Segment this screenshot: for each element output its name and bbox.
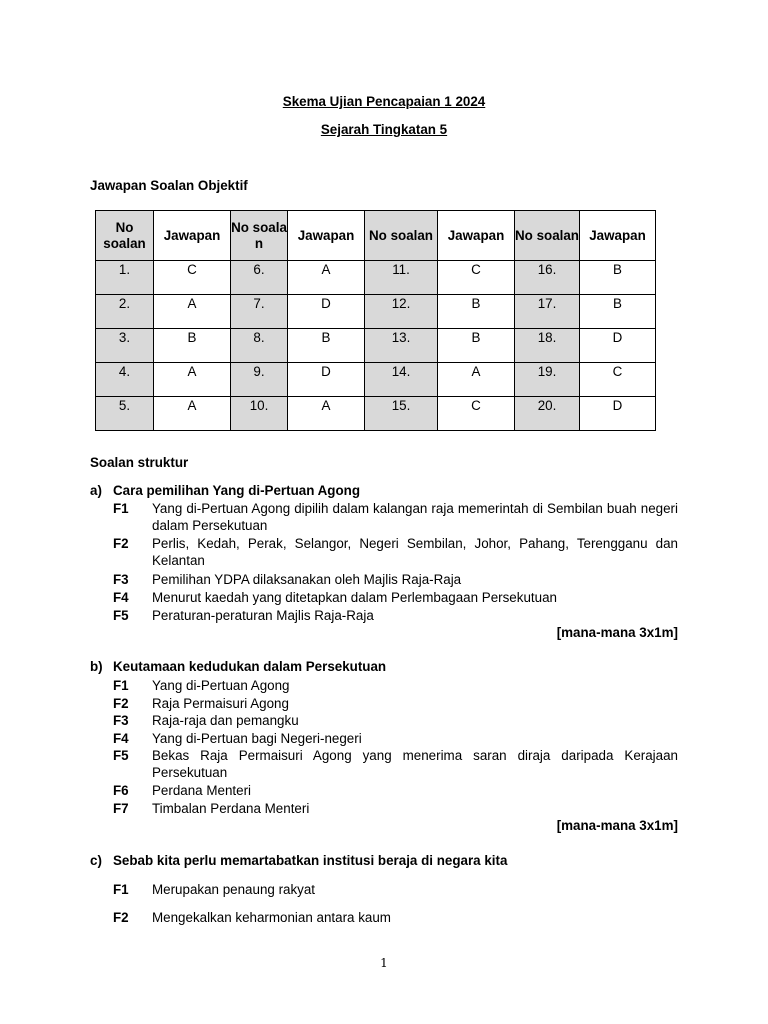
item-code: F5 bbox=[113, 748, 129, 763]
question-number: 2. bbox=[96, 295, 154, 329]
question-text: Sebab kita perlu memartabatkan institusi beraja di negara kita bbox=[113, 853, 508, 868]
item-text: Yang di-Pertuan Agong bbox=[152, 678, 290, 693]
table-row bbox=[96, 397, 656, 431]
item-code: F3 bbox=[113, 713, 129, 728]
structure-heading: Soalan struktur bbox=[90, 455, 189, 470]
answer-cell: C bbox=[580, 363, 656, 397]
item-code: F5 bbox=[113, 608, 129, 623]
question-label: c) bbox=[90, 853, 102, 868]
item-text: Pemilihan YDPA dilaksanakan oleh Majlis Raja-Raja bbox=[152, 572, 462, 587]
item-code: F1 bbox=[113, 501, 129, 516]
item-text: Raja Permaisuri Agong bbox=[152, 696, 289, 711]
question-number: 13. bbox=[365, 329, 438, 363]
col-header-answer: Jawapan bbox=[580, 211, 656, 261]
question-number: 20. bbox=[515, 397, 580, 431]
question-number: 8. bbox=[231, 329, 288, 363]
question-number: 15. bbox=[365, 397, 438, 431]
table-row bbox=[96, 363, 656, 397]
item-text: Menurut kaedah yang ditetapkan dalam Perlembagaan Persekutuan bbox=[152, 590, 557, 605]
item-code: F2 bbox=[113, 696, 129, 711]
item-text: Yang di-Pertuan bagi Negeri-negeri bbox=[152, 731, 362, 746]
item-text: Yang di-Pertuan Agong dipilih dalam kalangan raja memerintah di Sembilan buah negeri dalam Persekutuan bbox=[152, 501, 678, 533]
item-text: Merupakan penaung rakyat bbox=[152, 882, 316, 897]
page-number: 1 bbox=[380, 956, 388, 970]
item-text: Peraturan-peraturan Majlis Raja-Raja bbox=[152, 608, 374, 623]
question-number: 17. bbox=[515, 295, 580, 329]
item-text: Perlis, Kedah, Perak, Selangor, Negeri Sembilan, Johor, Pahang, Terengganu dan Kelantan bbox=[152, 536, 678, 568]
objective-answer-table bbox=[95, 210, 656, 431]
answer-cell: A bbox=[288, 261, 365, 295]
item-text: Timbalan Perdana Menteri bbox=[152, 801, 310, 816]
question-number: 1. bbox=[96, 261, 154, 295]
item-code: F4 bbox=[113, 590, 129, 605]
question-number: 4. bbox=[96, 363, 154, 397]
col-header-answer: Jawapan bbox=[154, 211, 231, 261]
answer-cell: D bbox=[580, 397, 656, 431]
item-text: Bekas Raja Permaisuri Agong yang menerima saran diraja daripada Kerajaan Persekutuan bbox=[152, 748, 678, 780]
table-row bbox=[96, 261, 656, 295]
col-header-answer: Jawapan bbox=[288, 211, 365, 261]
item-text: Raja-raja dan pemangku bbox=[152, 713, 299, 728]
answer-cell: D bbox=[288, 363, 365, 397]
item-code: F6 bbox=[113, 783, 129, 798]
page-title: Skema Ujian Pencapaian 1 2024 bbox=[282, 94, 486, 109]
answer-cell: A bbox=[154, 363, 231, 397]
question-label: a) bbox=[90, 483, 102, 498]
answer-cell: A bbox=[288, 397, 365, 431]
question-number: 12. bbox=[365, 295, 438, 329]
answer-cell: B bbox=[438, 295, 515, 329]
question-text: Cara pemilihan Yang di-Pertuan Agong bbox=[113, 483, 361, 498]
question-number: 11. bbox=[365, 261, 438, 295]
col-header-no: No soalan bbox=[96, 211, 154, 261]
item-code: F2 bbox=[113, 910, 129, 925]
question-number: 3. bbox=[96, 329, 154, 363]
col-header-answer: Jawapan bbox=[438, 211, 515, 261]
question-number: 5. bbox=[96, 397, 154, 431]
question-label: b) bbox=[90, 659, 103, 674]
col-header-no: No soalan bbox=[515, 211, 580, 261]
answer-cell: C bbox=[438, 397, 515, 431]
question-number: 14. bbox=[365, 363, 438, 397]
answer-cell: B bbox=[154, 329, 231, 363]
table-row bbox=[96, 329, 656, 363]
item-text: Perdana Menteri bbox=[152, 783, 251, 798]
item-code: F7 bbox=[113, 801, 129, 816]
col-header-no: No soala n bbox=[231, 211, 288, 261]
question-number: 16. bbox=[515, 261, 580, 295]
answer-cell: C bbox=[438, 261, 515, 295]
answer-cell: B bbox=[580, 261, 656, 295]
col-header-no: No soalan bbox=[365, 211, 438, 261]
answer-cell: B bbox=[438, 329, 515, 363]
answer-cell: D bbox=[580, 329, 656, 363]
objective-heading: Jawapan Soalan Objektif bbox=[90, 178, 248, 193]
item-code: F1 bbox=[113, 678, 129, 693]
question-number: 10. bbox=[231, 397, 288, 431]
answer-cell: C bbox=[154, 261, 231, 295]
question-number: 18. bbox=[515, 329, 580, 363]
page-subtitle: Sejarah Tingkatan 5 bbox=[320, 122, 448, 137]
item-code: F1 bbox=[113, 882, 129, 897]
question-number: 6. bbox=[231, 261, 288, 295]
table-header-row bbox=[96, 211, 656, 261]
question-text: Keutamaan kedudukan dalam Persekutuan bbox=[113, 659, 387, 674]
answer-cell: B bbox=[288, 329, 365, 363]
answer-cell: A bbox=[154, 397, 231, 431]
answer-cell: B bbox=[580, 295, 656, 329]
answer-cell: D bbox=[288, 295, 365, 329]
question-number: 19. bbox=[515, 363, 580, 397]
item-code: F2 bbox=[113, 536, 129, 551]
marks-note: [mana-mana 3x1m] bbox=[556, 625, 678, 640]
table-row bbox=[96, 295, 656, 329]
answer-cell: A bbox=[438, 363, 515, 397]
question-number: 7. bbox=[231, 295, 288, 329]
question-number: 9. bbox=[231, 363, 288, 397]
item-code: F3 bbox=[113, 572, 129, 587]
item-text: Mengekalkan keharmonian antara kaum bbox=[152, 910, 391, 925]
marks-note: [mana-mana 3x1m] bbox=[556, 818, 678, 833]
item-code: F4 bbox=[113, 731, 129, 746]
answer-cell: A bbox=[154, 295, 231, 329]
